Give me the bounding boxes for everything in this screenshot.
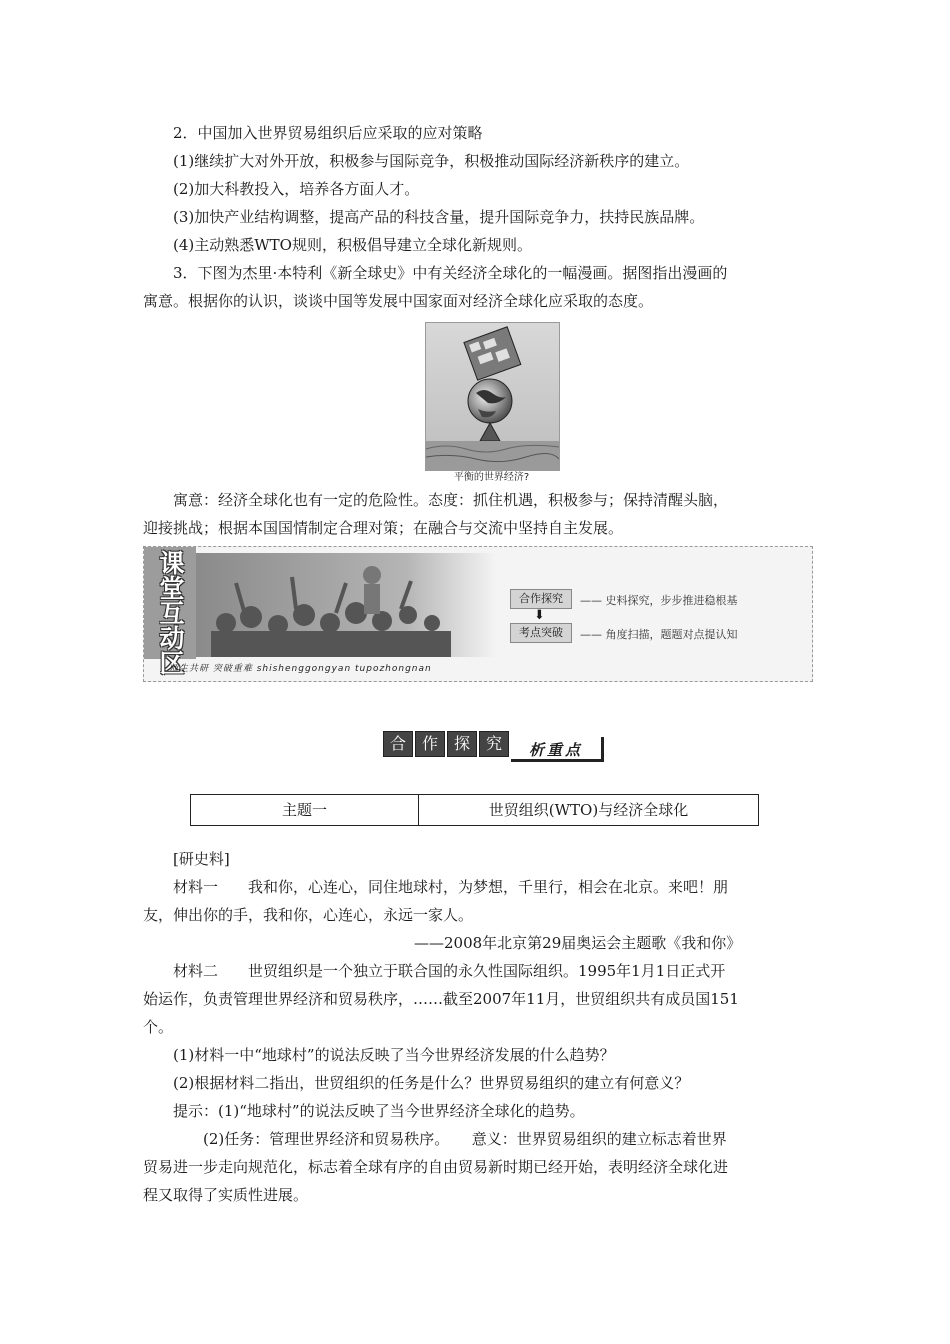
banner-title-char: 互 (159, 599, 185, 628)
section-subtitle: 析重点 (511, 737, 604, 762)
strategy-item-4: (4)主动熟悉WTO规则，积极倡导建立全球化新规则。 (173, 236, 532, 254)
arrow-down-icon: ⬇ (534, 608, 545, 623)
cartoon-drawing (426, 323, 559, 470)
banner-title-char: 动 (159, 624, 185, 653)
question-1: (1)材料一中“地球村”的说法反映了当今世界经济发展的什么趋势？ (173, 1046, 615, 1064)
answer-line1: 寓意：经济全球化也有一定的危险性。态度：抓住机遇，积极参与；保持清醒头脑， (173, 491, 729, 509)
hint-2-line1: (2)任务：管理世界经济和贸易秩序。 意义：世界贸易组织的建立标志着世界 (203, 1130, 727, 1148)
banner-title-char: 区 (159, 649, 185, 678)
topic-value: 世贸组织(WTO)与经济全球化 (488, 801, 689, 819)
strategy-item-2: (2)加大科教投入，培养各方面人才。 (173, 180, 420, 198)
section-box: 作 (415, 731, 445, 757)
tag-key-points: 考点突破 (510, 623, 572, 643)
tag-key-points-desc: —— 角度扫描，题题对点提认知 (580, 628, 738, 641)
banner-title-char: 课 (159, 549, 185, 578)
section-header (383, 729, 603, 763)
section-box: 探 (447, 731, 477, 757)
question-2: (2)根据材料二指出，世贸组织的任务是什么？世界贸易组织的建立有何意义？ (173, 1074, 690, 1092)
hint-2-line3: 程又取得了实质性进展。 (143, 1186, 309, 1204)
strategy-item-3: (3)加快产业结构调整，提高产品的科技含量，提升国际竞争力，扶持民族品牌。 (173, 208, 705, 226)
tag-cooperative-inquiry: 合作探究 (510, 589, 572, 609)
section-box: 合 (383, 731, 413, 757)
banner-title-char: 堂 (159, 574, 185, 603)
hint-1: 提示：(1)“地球村”的说法反映了当今世界经济全球化的趋势。 (173, 1102, 585, 1120)
topic-table (190, 794, 759, 826)
banner-title (150, 551, 194, 676)
material1-line2: 友，伸出你的手，我和你，心连心，永远一家人。 (143, 906, 474, 924)
material2-line2: 始运作，负责管理世界经济和贸易秩序，……截至2007年11月，世贸组织共有成员国151 (143, 990, 739, 1008)
classroom-banner (143, 546, 813, 682)
tag-cooperative-inquiry-desc: —— 史料探究，步步推进稳根基 (580, 594, 738, 607)
topic-label: 主题一 (191, 795, 419, 825)
material1-source: ——2008年北京第29届奥运会主题歌《我和你》 (414, 934, 742, 952)
crowd-photo (196, 553, 496, 657)
question3-line1: 3．下图为杰里·本特利《新全球史》中有关经济全球化的一幅漫画。据图指出漫画的 (173, 264, 728, 282)
banner-subtitle: 师生共研 突破重难 shishenggongyan tupozhongnan (169, 664, 432, 674)
material2-line3: 个。 (143, 1018, 174, 1036)
section-box: 究 (479, 731, 509, 757)
question3-line2: 寓意。根据你的认识，谈谈中国等发展中国家面对经济全球化应采取的态度。 (143, 292, 654, 310)
strategy-heading: 2．中国加入世界贸易组织后应采取的应对策略 (173, 124, 483, 142)
material-heading: [研史料] (173, 850, 230, 868)
material1-line1: 材料一 我和你，心连心，同住地球村，为梦想，千里行，相会在北京。来吧！朋 (173, 878, 729, 896)
strategy-item-1: (1)继续扩大对外开放，积极参与国际竞争，积极推动国际经济新秩序的建立。 (173, 152, 690, 170)
cartoon-image (425, 322, 560, 471)
banner-tags (506, 583, 806, 639)
cartoon-caption: 平衡的世界经济? (453, 472, 530, 483)
answer-line2: 迎接挑战；根据本国国情制定合理对策；在融合与交流中坚持自主发展。 (143, 519, 624, 537)
material2-line1: 材料二 世贸组织是一个独立于联合国的永久性国际组织。1995年1月1日正式开 (173, 962, 726, 980)
hint-2-line2: 贸易进一步走向规范化，标志着全球有序的自由贸易新时期已经开始，表明经济全球化进 (143, 1158, 729, 1176)
